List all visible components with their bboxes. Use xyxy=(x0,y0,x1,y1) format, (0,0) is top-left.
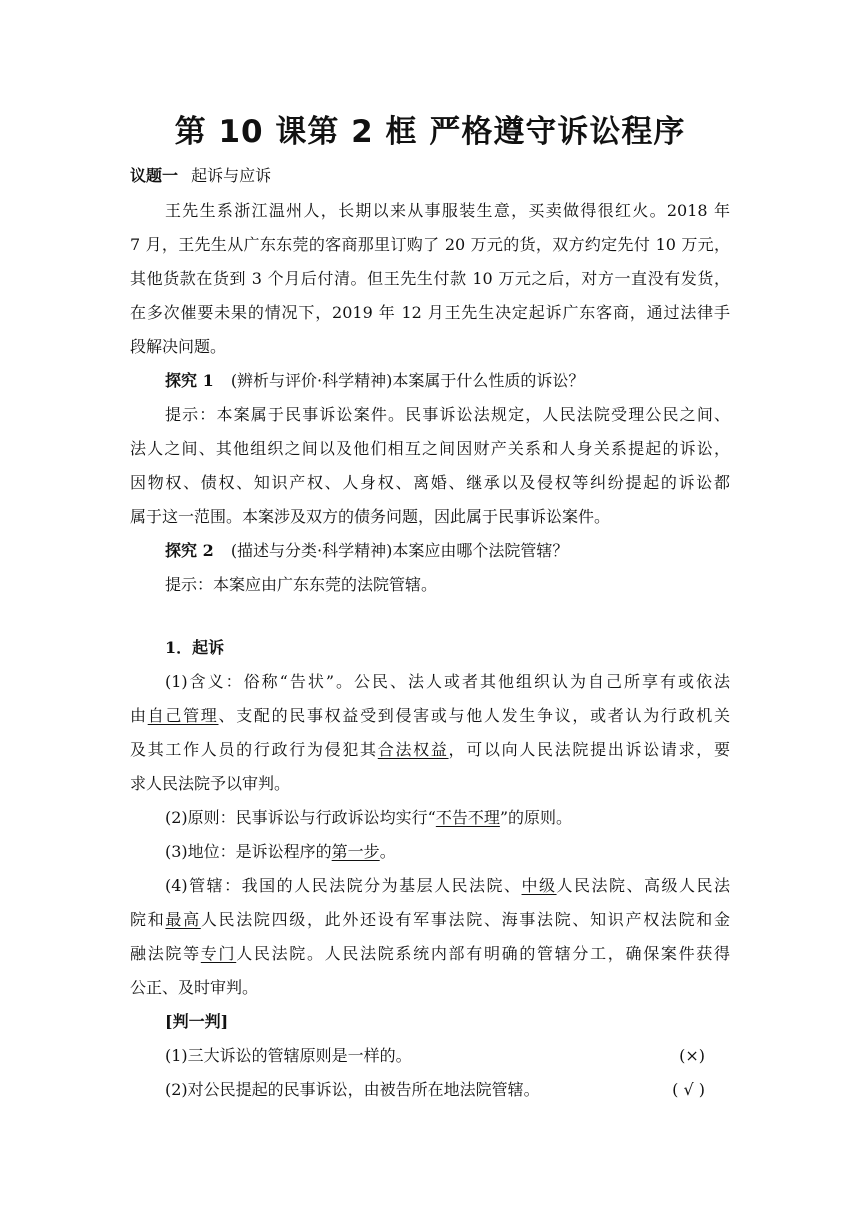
jurisdiction-line: 院和最高人民法院四级，此外还设有军事法院、海事法院、知识产权法院和金 xyxy=(130,910,730,929)
blank-answer: 第一步 xyxy=(331,842,380,861)
meaning-line: 求人民法院予以审判。 xyxy=(130,774,291,793)
judge-item-mark: ( √ ) xyxy=(672,1080,705,1099)
explore-2-question: (描述与分类·科学精神)本案应由哪个法院管辖？ xyxy=(230,541,569,560)
explore-1-question: (辨析与评价·科学精神)本案属于什么性质的诉讼？ xyxy=(230,371,585,390)
blank-answer: 不告不理 xyxy=(435,808,500,827)
explore-1-hint-line: 提示：本案属于民事诉讼案件。民事诉讼法规定，人民法院受理公民之间、 xyxy=(165,405,730,424)
jurisdiction-line: (4)管辖：我国的人民法院分为基层人民法院、中级人民法院、高级人民法 xyxy=(165,876,730,895)
meaning-line: 及其工作人员的行政行为侵犯其合法权益，可以向人民法院提出诉讼请求，要 xyxy=(130,740,730,759)
principle-line: (2)原则：民事诉讼与行政诉讼均实行“不告不理”的原则。 xyxy=(165,808,573,827)
judge-item-text: (1)三大诉讼的管辖原则是一样的。 xyxy=(165,1046,412,1065)
case-line: 在多次催要未果的情况下，2019 年 12 月王先生决定起诉广东客商，通过法律手 xyxy=(130,303,730,322)
judge-item xyxy=(165,1046,705,1066)
case-line: 其他货款在货到 3 个月后付清。但王先生付款 10 万元之后，对方一直没有发货， xyxy=(130,269,730,288)
meaning-line: (1)含义：俗称“告状”。公民、法人或者其他组织认为自己所享有或依法 xyxy=(165,672,730,691)
judge-item-text: (2)对公民提起的民事诉讼，由被告所在地法院管辖。 xyxy=(165,1080,540,1099)
jurisdiction-line: 融法院等专门人民法院。人民法院系统内部有明确的管辖分工，确保案件获得 xyxy=(130,944,730,963)
blank-answer: 合法权益 xyxy=(377,740,449,759)
topic-name: 起诉与应诉 xyxy=(191,166,272,185)
judge-heading: [判一判] xyxy=(165,1012,229,1031)
explore-1-hint-line: 属于这一范围。本案涉及双方的债务问题，因此属于民事诉讼案件。 xyxy=(130,507,611,526)
case-line: 段解决问题。 xyxy=(130,337,227,356)
topic-label: 议题一 xyxy=(130,166,179,185)
explore-1-label: 探究 1 xyxy=(165,371,214,390)
blank-answer: 中级 xyxy=(521,876,557,895)
page-title: 第 10 课第 2 框 严格遵守诉讼程序 xyxy=(174,114,686,150)
explore-1-hint-line: 法人之间、其他组织之间以及他们相互之间因财产关系和人身关系提起的诉讼， xyxy=(130,439,730,458)
explore-1-question-row xyxy=(165,371,730,391)
explore-2-hint: 提示：本案应由广东东莞的法院管辖。 xyxy=(165,575,438,594)
blank-answer: 自己管理 xyxy=(147,706,219,725)
explore-1-hint-line: 因物权、债权、知识产权、人身权、离婚、继承以及侵权等纠纷提起的诉讼都 xyxy=(130,473,730,492)
judge-item xyxy=(165,1080,705,1100)
jurisdiction-line: 公正、及时审判。 xyxy=(130,978,259,997)
judge-item-mark: (×) xyxy=(679,1046,705,1065)
explore-2-question-row xyxy=(165,541,730,561)
case-line: 王先生系浙江温州人，长期以来从事服装生意，买卖做得很红火。2018 年 xyxy=(165,201,730,220)
status-line: (3)地位：是诉讼程序的第一步。 xyxy=(165,842,396,861)
blank-answer: 专门 xyxy=(200,944,237,963)
topic-heading xyxy=(130,166,730,186)
blank-answer: 最高 xyxy=(165,910,201,929)
meaning-line: 由自己管理、支配的民事权益受到侵害或与他人发生争议，或者认为行政机关 xyxy=(130,706,730,725)
section-heading: 1．起诉 xyxy=(165,638,225,657)
case-line: 7 月，王先生从广东东莞的客商那里订购了 20 万元的货，双方约定先付 10 万元， xyxy=(130,235,730,254)
explore-2-label: 探究 2 xyxy=(165,541,214,560)
